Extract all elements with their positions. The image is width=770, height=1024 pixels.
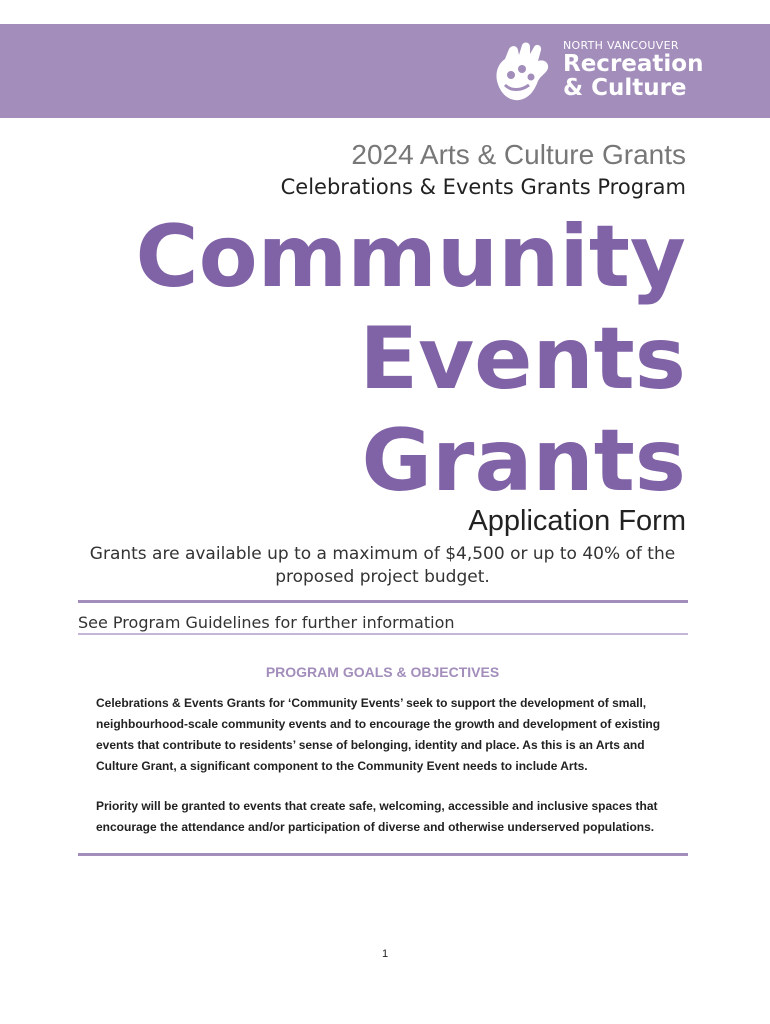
hero-title bbox=[135, 206, 686, 512]
availability-text: Grants are available up to a maximum of $4,500 or up to 40% of the proposed project budget. bbox=[89, 544, 676, 587]
goals-paragraph-1: Celebrations & Events Grants for ‘Community Events’ seek to support the development of small, neighbourhood-scale community events and to encourage the growth and development of existing events that contribute to residents’ sense of belonging, identity and place. As this is an Arts and Culture Grant, a significant component to the Community Event needs to include Arts. bbox=[96, 696, 661, 773]
year-title: 2024 Arts & Culture Grants bbox=[351, 139, 686, 170]
hand-print-icon bbox=[491, 41, 557, 105]
divider-guidelines bbox=[78, 633, 688, 635]
hero-line-events: Events bbox=[359, 309, 686, 409]
logo-line2: & Culture bbox=[563, 75, 687, 101]
logo-line1: Recreation bbox=[563, 51, 704, 77]
page-number: 1 bbox=[381, 948, 389, 960]
divider-top bbox=[78, 600, 688, 603]
hero-line-community: Community bbox=[135, 207, 686, 307]
goals-paragraph-2: Priority will be granted to events that create safe, welcoming, accessible and inclusive spaces that encourage the attendance and/or participation of diverse and otherwise underserved populations. bbox=[96, 799, 658, 834]
hero-line-grants: Grants bbox=[361, 411, 686, 511]
goals-heading: PROGRAM GOALS & OBJECTIVES bbox=[265, 664, 500, 680]
header-band bbox=[0, 24, 770, 118]
divider-bottom bbox=[78, 853, 688, 856]
form-title: Application Form bbox=[468, 505, 686, 537]
program-title: Celebrations & Events Grants Program bbox=[280, 175, 686, 199]
org-logo bbox=[491, 37, 704, 109]
guidelines-note: See Program Guidelines for further information bbox=[78, 613, 455, 632]
logo-small-text: NORTH VANCOUVER bbox=[563, 39, 679, 52]
